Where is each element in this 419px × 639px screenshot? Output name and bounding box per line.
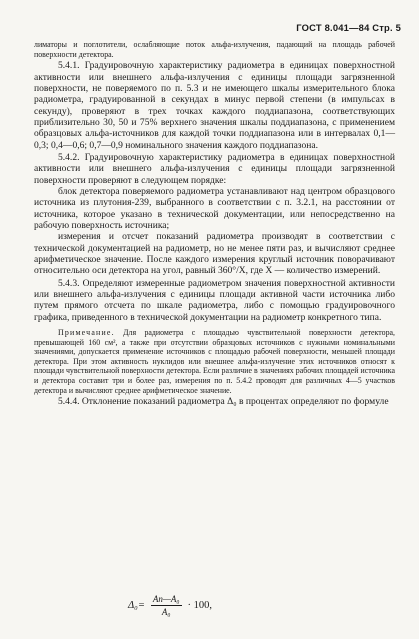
paragraph-5-4-1: 5.4.1. Градуировочную характеристику радиометра в единицах поверхностной активности или внешнего альфа-излучения с единицы площади загрязненной поверхности, не поверяемого по п. 5.3 и не имеющего шкалы измерительного блока радиометра, градуированной в секундах в минус первой степени (в импульсах в секунду), проверяют в трех точках каждого поддиапазона, соответствующих приблизительно 30, 50 и 75% верхнего значения шкалы поддиапазона, с применением образцовых альфа-источников для каждой точки поддиапазона или в интервалах 0,1—0,3; 0,4—0,6; 0,7—0,9 номинального значения каждого поддиапазона. bbox=[34, 60, 395, 151]
formula-numerator: Aп—A₀ bbox=[152, 594, 180, 604]
formula-denominator: A₀ bbox=[161, 607, 171, 617]
note-label: Примечание. bbox=[58, 328, 115, 338]
paragraph-5-4-2: 5.4.2. Градуировочную характеристику радиометра в единицах поверхностной активности или внешнего альфа-излучения с единицы площади загрязненной поверхности проверяют в следующем порядке: bbox=[34, 151, 395, 186]
deviation-formula bbox=[128, 594, 212, 617]
paragraph-continuation: лиматоры и поглотители, ослабляющие поток альфа-излучения, падающий на площадь рабочей поверхности детектора. bbox=[34, 40, 395, 59]
note-text: Для радиометра с площадью чувствительной поверхности детектора, превышающей 160 см², а также при отсутствии образцовых источников с нужными номинальными значениями, допускается применение источников с площадью рабочей поверхности, меньшей площади детектора. При этом активность нуклидов или внешнее альфа-излучение этих источников относят к площади чувствительной поверхности детектора. Если различие в значениях рабочих площадей источника и детектора составит три и более раз, измерения по п. 5.4.2 проводят для различных 4—5 участков детектора и вычисляют среднее арифметическое значение. bbox=[34, 328, 395, 395]
document-body bbox=[34, 40, 395, 408]
paragraph-measurement: измерения и отсчет показаний радиометра производят в соответствии с технической документацией на радиометр, но не менее пяти раз, и вычисляют среднее арифметическое значение. После каждого измерения круглый источник поворачивают относительно оси детектора на угол, равный 360°/X, где X — количество измерений. bbox=[34, 231, 395, 277]
paragraph-5-4-4: 5.4.4. Отклонение показаний радиометра Δ₀ в процентах определяют по формуле bbox=[58, 396, 389, 408]
formula-lhs: Δ₀= bbox=[128, 600, 145, 611]
paragraph-5-4-3: 5.4.3. Определяют измеренные радиометром значения поверхностной активности или внешнего альфа-излучения с единицы площади активной части источника либо путем прямого отсчета по шкале радиометра, либо с помощью градуировочного графика, приведенного в технической документации на радиометр конкретного типа. bbox=[34, 277, 395, 323]
formula-fraction bbox=[151, 594, 182, 617]
note-paragraph bbox=[34, 328, 395, 395]
page-header: ГОСТ 8.041—84 Стр. 5 bbox=[296, 22, 401, 33]
formula-rhs: · 100, bbox=[187, 600, 213, 611]
paragraph-detector-setup: блок детектора поверяемого радиометра устанавливают над центром образцового источника из плутония-239, выбранного в соответствии с п. 3.2.1, на расстоянии от источника, которое указано в технической документации, или непосредственно на рабочую поверхность источника; bbox=[34, 185, 395, 231]
